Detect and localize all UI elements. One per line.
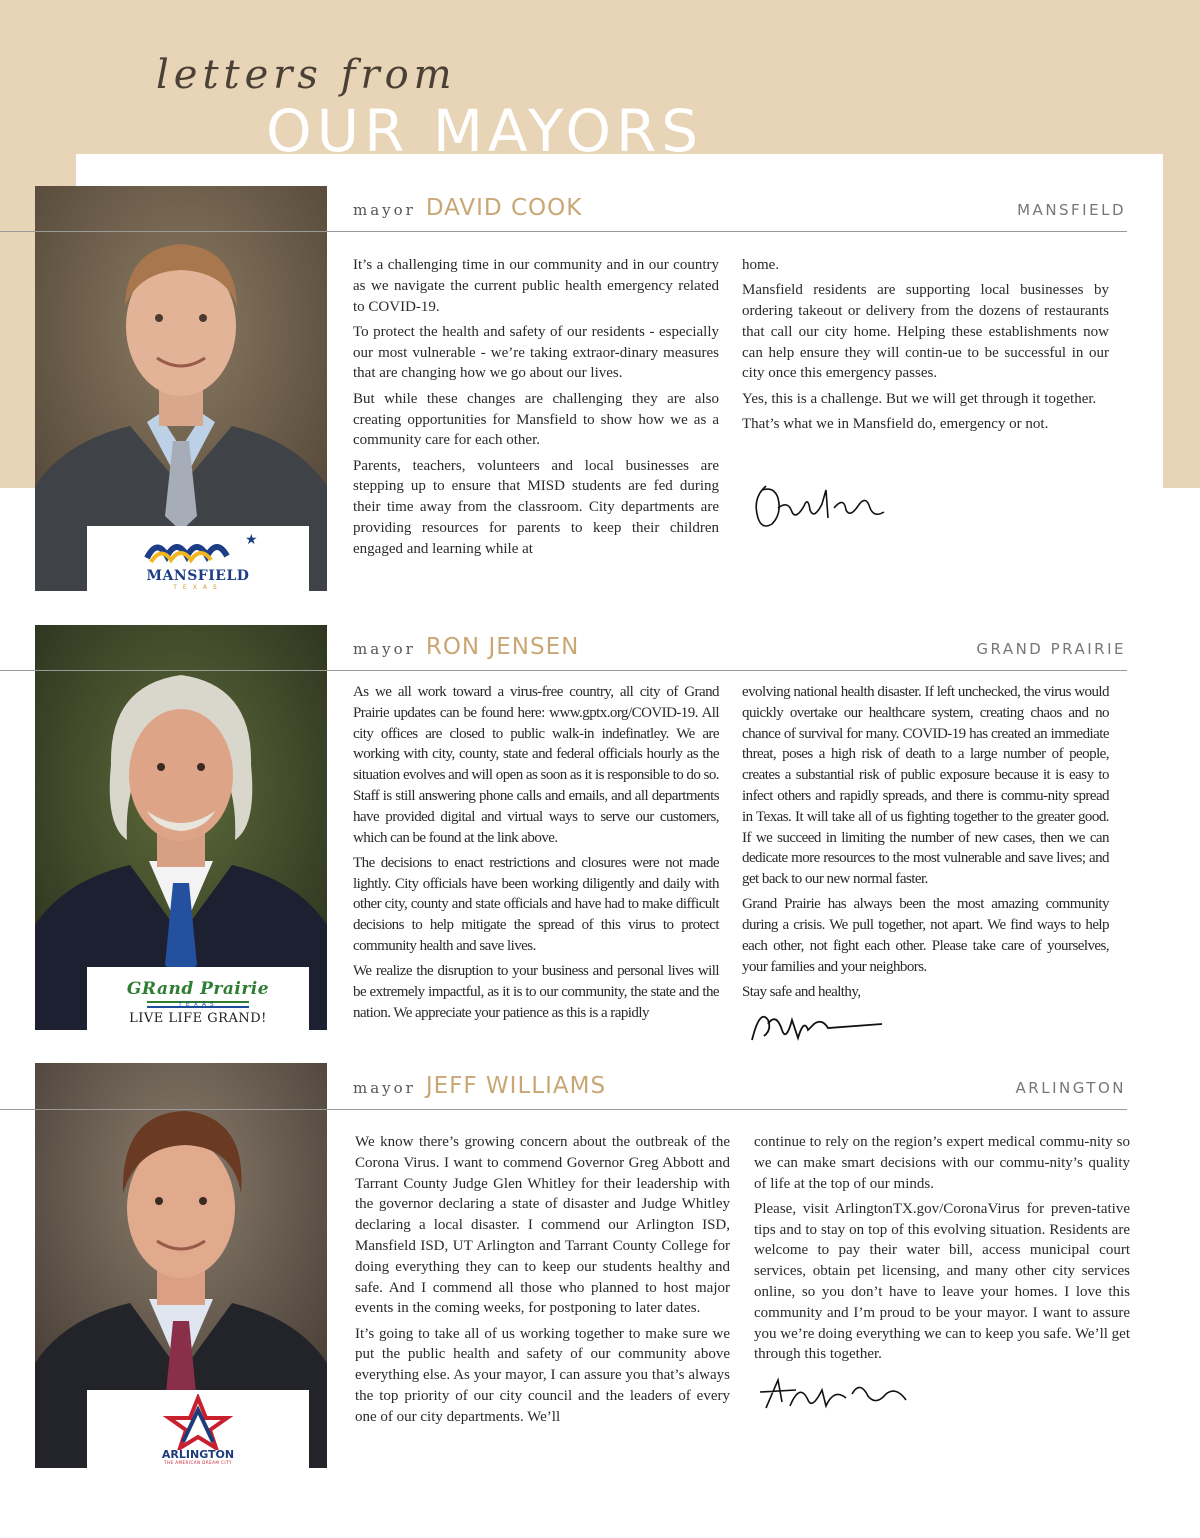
paragraph: To protect the health and safety of our residents - especially our most vulnerable - we’re taking extraor-dinary measures that are changing how we go about our lives. — [353, 323, 719, 382]
city-label: ARLINGTON — [1015, 1079, 1126, 1097]
signature-williams — [756, 1372, 916, 1418]
letter-column-left — [355, 1132, 730, 1432]
letter-column-right — [754, 1132, 1130, 1370]
arlington-wordmark: ARLINGTON — [161, 1448, 235, 1461]
grand-prairie-logo — [87, 967, 309, 1030]
paragraph: We know there’s growing concern about the outbreak of the Corona Virus. I want to commend Governor Greg Abbott and Tarrant County Judge Glen Whitley for their leadership with the governor declaring a state of disaster and Judge Whitley declaring a local disaster. I commend our Arlington ISD, Mansfield ISD, UT Arlington and Tarrant County College for doing everything they can to keep our students healthy and safe. And I commend all those who planned to host major events in the coming weeks, for postponing to later dates. — [355, 1134, 730, 1317]
mayor-name: RON JENSEN — [425, 634, 580, 660]
paragraph: Please, visit ArlingtonTX.gov/CoronaVirus for preven-tative tips and to stay on top of this evolving situation. Residents are welcome to pay their water bill, access municipal court services, obtain pet licensing, and many other city services online, so you don’t have to leave your homes. I love this community and I’m proud to be your mayor. I want to assure you we’re doing everything we can to keep you safe. We’ll get through this together. — [754, 1200, 1130, 1363]
mayor-photo-cook — [35, 186, 327, 591]
paragraph: It’s a challenging time in our community and in our country as we navigate the current public health emergency related to COVID-19. — [353, 257, 719, 315]
section-divider — [0, 670, 1127, 671]
header-script-title: letters from — [156, 52, 457, 98]
paragraph: That’s what we in Mansfield do, emergency or not. — [742, 416, 1049, 433]
paragraph: Yes, this is a challenge. But we will get through it together. — [742, 390, 1097, 407]
mayor-name: JEFF WILLIAMS — [425, 1073, 607, 1099]
letter-column-right — [742, 682, 1109, 1007]
svg-text:★: ★ — [245, 532, 258, 548]
mayor-photo-williams — [35, 1063, 327, 1468]
paragraph: We realize the disruption to your business and personal lives will be extremely impactful, as it is to our community, the state and the nation. We appreciate your patience as this is a rapidly — [353, 963, 719, 1021]
paragraph: Mansfield residents are supporting local businesses by ordering takeout or delivery from the dozens of restaurants that call our city home. Helping these establishments now can help ensure they will contin-ue to be successful in our city once this emergency passes. — [742, 282, 1109, 382]
arlington-star-icon — [87, 1394, 309, 1450]
mansfield-logo-subtitle: TEXAS — [173, 584, 223, 591]
city-label: GRAND PRAIRIE — [976, 640, 1126, 658]
mayor-label: mayor — [353, 640, 416, 658]
mayor-heading — [353, 195, 582, 221]
letter-column-left — [353, 255, 719, 564]
signature-cook — [748, 478, 893, 538]
grand-prairie-wordmark: GRand Prairie — [126, 979, 270, 999]
mayor-photo-jensen — [35, 625, 327, 1030]
city-label: MANSFIELD — [1017, 201, 1126, 219]
letter-column-right — [742, 255, 1109, 439]
mayor-label: mayor — [353, 201, 416, 219]
paragraph: Parents, teachers, volunteers and local businesses are stepping up to ensure that MISD students are fed during their time away from the classroom. City departments are providing resources for parents to keep their children engaged and learning while at — [353, 457, 719, 557]
section-divider — [0, 231, 1127, 232]
paragraph: home. — [742, 257, 780, 273]
mayor-name: DAVID COOK — [425, 195, 583, 221]
mayor-heading — [353, 634, 579, 660]
paragraph: Stay safe and healthy, — [742, 984, 861, 1001]
mayor-label: mayor — [353, 1079, 416, 1097]
paragraph: The decisions to enact restrictions and closures were not made lightly. City officials have been working diligently and daily with other city, county and state officials and have had to make difficult decisions to help mitigate the spread of this virus to protect community health and save lives. — [353, 854, 719, 955]
arlington-logo — [87, 1390, 309, 1468]
signature-jensen — [746, 1000, 886, 1050]
header-big-title: OUR MAYORS — [266, 102, 704, 154]
paragraph: evolving national health disaster. If left unchecked, the virus would quickly overtake our healthcare system, creating chaos and no chance of survival for many. COVID-19 has created an immediate threat, poses a high risk of death to a large number of people, creates a substantial risk of public exposure because it is easy to infect others and rapidly spreads, and there is commu-nity spread in Texas. It will take all of us fighting together to the greater good. If we succeed in limiting the number of new cases, then we can dedicate more resources to the most vulnerable and save lives; and get back to our new normal faster. — [742, 684, 1109, 888]
paragraph: Grand Prairie has always been the most amazing community during a crisis. We pull together, not apart. We find ways to help each other, not fight each other. Please take care of yourselves, your families and your neighbors. — [742, 896, 1109, 975]
paragraph: continue to rely on the region’s expert medical commu-nity so we can make smart decisions with our commu-nity’s quality of life at the top of our minds. — [754, 1134, 1130, 1192]
mayor-heading — [353, 1073, 606, 1099]
mansfield-logo-wordmark: MANSFIELD — [146, 568, 250, 584]
grand-prairie-tagline: LIVE LIFE GRAND! — [129, 1011, 267, 1026]
paragraph: But while these changes are challenging they are also creating opportunities for Mansfield to show how we as a community care for each other. — [353, 390, 719, 449]
mansfield-logo — [87, 526, 309, 591]
letter-column-left — [353, 682, 719, 1028]
paragraph: It’s going to take all of us working together to make sure we put the public health and safety of our community above everything else. As your mayor, I can assure you that’s always the top priority of our city council and the leaders of every one of our city departments. We’ll — [355, 1325, 730, 1425]
paragraph: As we all work toward a virus-free country, all city of Grand Prairie updates can be found here: www.gptx.org/COVID-19. All city offices are closed to public walk-in indefinatley. We are working with city, county, state and federal officials hourly as the situation evolves and will open as soon as it is responsible to do so. Staff is still answering phone calls and emails, and all departments have provided digital and virtual ways to serve our customers, which can be found at the link above. — [353, 684, 719, 846]
arlington-tagline: THE AMERICAN DREAM CITY — [164, 1460, 232, 1465]
section-divider — [0, 1109, 1127, 1110]
grand-prairie-subtitle: TEXAS — [147, 1001, 249, 1008]
